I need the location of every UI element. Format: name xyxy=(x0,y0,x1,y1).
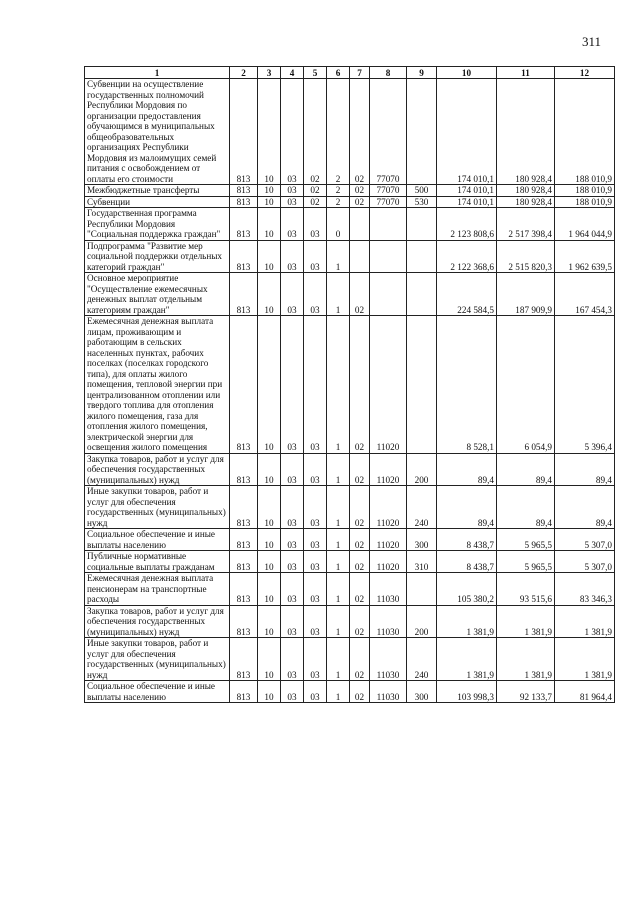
budget-table xyxy=(84,66,615,703)
table-row xyxy=(85,605,615,638)
program-code: 03 xyxy=(304,573,327,606)
column-header: 3 xyxy=(258,67,281,79)
subsection-code: 03 xyxy=(281,453,304,486)
amount-year-2: 1 381,9 xyxy=(497,605,555,638)
subprogram-code: 1 xyxy=(327,240,350,273)
expense-type-code: 500 xyxy=(407,185,437,197)
amount-year-1: 174 010,1 xyxy=(437,196,497,208)
section-code: 10 xyxy=(258,551,281,573)
subsection-code: 03 xyxy=(281,638,304,681)
amount-year-3: 1 964 044,9 xyxy=(555,208,615,241)
amount-year-2: 5 965,5 xyxy=(497,551,555,573)
activity-code: 02 xyxy=(350,273,370,316)
activity-code: 02 xyxy=(350,681,370,703)
table-row xyxy=(85,573,615,606)
table-row xyxy=(85,79,615,185)
program-code: 03 xyxy=(304,551,327,573)
expense-type-code: 240 xyxy=(407,486,437,529)
activity-code: 02 xyxy=(350,316,370,454)
subsection-code: 03 xyxy=(281,273,304,316)
section-code: 10 xyxy=(258,185,281,197)
activity-code: 02 xyxy=(350,79,370,185)
amount-year-1: 8 438,7 xyxy=(437,529,497,551)
expense-type-code: 200 xyxy=(407,453,437,486)
section-code: 10 xyxy=(258,605,281,638)
subprogram-code: 2 xyxy=(327,196,350,208)
program-code: 03 xyxy=(304,681,327,703)
direction-code xyxy=(370,240,407,273)
direction-code xyxy=(370,273,407,316)
table-row xyxy=(85,240,615,273)
column-header: 8 xyxy=(370,67,407,79)
amount-year-3: 188 010,9 xyxy=(555,196,615,208)
grbs-code: 813 xyxy=(230,273,258,316)
column-header: 2 xyxy=(230,67,258,79)
subprogram-code: 1 xyxy=(327,551,350,573)
amount-year-1: 8 438,7 xyxy=(437,551,497,573)
grbs-code: 813 xyxy=(230,185,258,197)
grbs-code: 813 xyxy=(230,605,258,638)
subprogram-code: 1 xyxy=(327,573,350,606)
amount-year-3: 81 964,4 xyxy=(555,681,615,703)
row-name: Социальное обеспечение и иные выплаты населению xyxy=(85,529,230,551)
section-code: 10 xyxy=(258,529,281,551)
column-header: 5 xyxy=(304,67,327,79)
amount-year-3: 1 962 639,5 xyxy=(555,240,615,273)
program-code: 03 xyxy=(304,316,327,454)
subprogram-code: 2 xyxy=(327,185,350,197)
grbs-code: 813 xyxy=(230,240,258,273)
page-number: 311 xyxy=(582,34,602,49)
program-code: 03 xyxy=(304,273,327,316)
amount-year-3: 83 346,3 xyxy=(555,573,615,606)
amount-year-2: 92 133,7 xyxy=(497,681,555,703)
program-code: 03 xyxy=(304,638,327,681)
column-header: 1 xyxy=(85,67,230,79)
program-code: 03 xyxy=(304,529,327,551)
expense-type-code: 200 xyxy=(407,605,437,638)
amount-year-1: 103 998,3 xyxy=(437,681,497,703)
subprogram-code: 1 xyxy=(327,681,350,703)
row-name: Ежемесячная денежная выплата лицам, проживающим и работающим в сельских населенных пунктах, рабочих поселках (поселках городского типа), для оплаты жилого помещения, тепловой энергии при централизованном отоплении или твердого топлива для отопления жилого помещения, газа для отопления жилого помещения, электрической энергии для освещения жилого помещения xyxy=(85,316,230,454)
table-row xyxy=(85,681,615,703)
subprogram-code: 1 xyxy=(327,453,350,486)
section-code: 10 xyxy=(258,273,281,316)
table-row xyxy=(85,529,615,551)
row-name: Межбюджетные трансферты xyxy=(85,185,230,197)
table-row xyxy=(85,196,615,208)
amount-year-2: 180 928,4 xyxy=(497,196,555,208)
amount-year-2: 93 515,6 xyxy=(497,573,555,606)
subsection-code: 03 xyxy=(281,185,304,197)
row-name: Публичные нормативные социальные выплаты гражданам xyxy=(85,551,230,573)
expense-type-code: 530 xyxy=(407,196,437,208)
grbs-code: 813 xyxy=(230,486,258,529)
subsection-code: 03 xyxy=(281,79,304,185)
amount-year-3: 5 307,0 xyxy=(555,551,615,573)
row-name: Субвенции xyxy=(85,196,230,208)
subprogram-code: 1 xyxy=(327,638,350,681)
row-name: Субвенции на осуществление государственных полномочий Республики Мордовия по организации предоставления обучающимся в муниципальных общеобразовательных организациях Республики Мордовия из малоимущих семей питания с освобождением от оплаты его стоимости xyxy=(85,79,230,185)
direction-code: 11030 xyxy=(370,681,407,703)
program-code: 03 xyxy=(304,453,327,486)
amount-year-2: 89,4 xyxy=(497,453,555,486)
direction-code xyxy=(370,208,407,241)
program-code: 02 xyxy=(304,185,327,197)
column-header: 6 xyxy=(327,67,350,79)
column-header: 10 xyxy=(437,67,497,79)
amount-year-3: 188 010,9 xyxy=(555,79,615,185)
grbs-code: 813 xyxy=(230,316,258,454)
subsection-code: 03 xyxy=(281,208,304,241)
subsection-code: 03 xyxy=(281,573,304,606)
program-code: 03 xyxy=(304,486,327,529)
expense-type-code xyxy=(407,240,437,273)
amount-year-2: 180 928,4 xyxy=(497,79,555,185)
amount-year-3: 167 454,3 xyxy=(555,273,615,316)
expense-type-code: 240 xyxy=(407,638,437,681)
program-code: 02 xyxy=(304,196,327,208)
activity-code: 02 xyxy=(350,529,370,551)
row-name: Социальное обеспечение и иные выплаты населению xyxy=(85,681,230,703)
expense-type-code: 310 xyxy=(407,551,437,573)
grbs-code: 813 xyxy=(230,529,258,551)
amount-year-2: 6 054,9 xyxy=(497,316,555,454)
activity-code: 02 xyxy=(350,573,370,606)
subprogram-code: 1 xyxy=(327,486,350,529)
subsection-code: 03 xyxy=(281,486,304,529)
activity-code: 02 xyxy=(350,185,370,197)
activity-code xyxy=(350,208,370,241)
row-name: Иные закупки товаров, работ и услуг для обеспечения государственных (муниципальных) нужд xyxy=(85,638,230,681)
program-code: 03 xyxy=(304,208,327,241)
amount-year-2: 2 517 398,4 xyxy=(497,208,555,241)
table-row xyxy=(85,486,615,529)
section-code: 10 xyxy=(258,573,281,606)
activity-code: 02 xyxy=(350,196,370,208)
row-name: Подпрограмма "Развитие мер социальной поддержки отдельных категорий граждан" xyxy=(85,240,230,273)
activity-code xyxy=(350,240,370,273)
table-row xyxy=(85,273,615,316)
activity-code: 02 xyxy=(350,638,370,681)
column-header: 11 xyxy=(497,67,555,79)
amount-year-1: 224 584,5 xyxy=(437,273,497,316)
table-row xyxy=(85,551,615,573)
section-code: 10 xyxy=(258,681,281,703)
column-header: 4 xyxy=(281,67,304,79)
expense-type-code xyxy=(407,208,437,241)
direction-code: 77070 xyxy=(370,79,407,185)
amount-year-1: 89,4 xyxy=(437,453,497,486)
subsection-code: 03 xyxy=(281,605,304,638)
table-row xyxy=(85,208,615,241)
section-code: 10 xyxy=(258,240,281,273)
subsection-code: 03 xyxy=(281,316,304,454)
row-name: Закупка товаров, работ и услуг для обеспечения государственных (муниципальных) нужд xyxy=(85,453,230,486)
grbs-code: 813 xyxy=(230,638,258,681)
direction-code: 11020 xyxy=(370,529,407,551)
grbs-code: 813 xyxy=(230,208,258,241)
subprogram-code: 1 xyxy=(327,316,350,454)
grbs-code: 813 xyxy=(230,551,258,573)
expense-type-code xyxy=(407,273,437,316)
amount-year-3: 89,4 xyxy=(555,486,615,529)
row-name: Закупка товаров, работ и услуг для обеспечения государственных (муниципальных) нужд xyxy=(85,605,230,638)
section-code: 10 xyxy=(258,486,281,529)
expense-type-code xyxy=(407,573,437,606)
grbs-code: 813 xyxy=(230,196,258,208)
subprogram-code: 1 xyxy=(327,273,350,316)
amount-year-1: 174 010,1 xyxy=(437,79,497,185)
amount-year-3: 5 307,0 xyxy=(555,529,615,551)
amount-year-1: 1 381,9 xyxy=(437,605,497,638)
amount-year-1: 2 123 808,6 xyxy=(437,208,497,241)
amount-year-2: 89,4 xyxy=(497,486,555,529)
subsection-code: 03 xyxy=(281,240,304,273)
amount-year-3: 1 381,9 xyxy=(555,638,615,681)
direction-code: 11020 xyxy=(370,316,407,454)
subprogram-code: 2 xyxy=(327,79,350,185)
program-code: 03 xyxy=(304,240,327,273)
amount-year-2: 187 909,9 xyxy=(497,273,555,316)
section-code: 10 xyxy=(258,316,281,454)
table-row xyxy=(85,316,615,454)
amount-year-3: 5 396,4 xyxy=(555,316,615,454)
column-header: 9 xyxy=(407,67,437,79)
subsection-code: 03 xyxy=(281,196,304,208)
table-row xyxy=(85,185,615,197)
subprogram-code: 0 xyxy=(327,208,350,241)
direction-code: 77070 xyxy=(370,185,407,197)
expense-type-code xyxy=(407,316,437,454)
activity-code: 02 xyxy=(350,486,370,529)
amount-year-3: 89,4 xyxy=(555,453,615,486)
program-code: 03 xyxy=(304,605,327,638)
table-row xyxy=(85,638,615,681)
direction-code: 77070 xyxy=(370,196,407,208)
direction-code: 11030 xyxy=(370,573,407,606)
table-row xyxy=(85,453,615,486)
amount-year-1: 2 122 368,6 xyxy=(437,240,497,273)
expense-type-code xyxy=(407,79,437,185)
column-header: 7 xyxy=(350,67,370,79)
grbs-code: 813 xyxy=(230,681,258,703)
amount-year-3: 188 010,9 xyxy=(555,185,615,197)
amount-year-2: 2 515 820,3 xyxy=(497,240,555,273)
subsection-code: 03 xyxy=(281,529,304,551)
direction-code: 11020 xyxy=(370,551,407,573)
direction-code: 11020 xyxy=(370,486,407,529)
row-name: Основное мероприятие "Осуществление ежемесячных денежных выплат отдельным категориям граждан" xyxy=(85,273,230,316)
row-name: Ежемесячная денежная выплата пенсионерам на транспортные расходы xyxy=(85,573,230,606)
column-header: 12 xyxy=(555,67,615,79)
activity-code: 02 xyxy=(350,551,370,573)
row-name: Государственная программа Республики Мордовия "Социальная поддержка граждан" xyxy=(85,208,230,241)
amount-year-1: 1 381,9 xyxy=(437,638,497,681)
subsection-code: 03 xyxy=(281,681,304,703)
amount-year-1: 174 010,1 xyxy=(437,185,497,197)
section-code: 10 xyxy=(258,79,281,185)
subsection-code: 03 xyxy=(281,551,304,573)
subprogram-code: 1 xyxy=(327,529,350,551)
amount-year-2: 180 928,4 xyxy=(497,185,555,197)
amount-year-1: 89,4 xyxy=(437,486,497,529)
grbs-code: 813 xyxy=(230,573,258,606)
amount-year-1: 105 380,2 xyxy=(437,573,497,606)
amount-year-3: 1 381,9 xyxy=(555,605,615,638)
amount-year-2: 5 965,5 xyxy=(497,529,555,551)
section-code: 10 xyxy=(258,453,281,486)
direction-code: 11030 xyxy=(370,638,407,681)
section-code: 10 xyxy=(258,196,281,208)
expense-type-code: 300 xyxy=(407,681,437,703)
section-code: 10 xyxy=(258,208,281,241)
table-header-row xyxy=(85,67,615,79)
direction-code: 11030 xyxy=(370,605,407,638)
subprogram-code: 1 xyxy=(327,605,350,638)
direction-code: 11020 xyxy=(370,453,407,486)
section-code: 10 xyxy=(258,638,281,681)
grbs-code: 813 xyxy=(230,79,258,185)
program-code: 02 xyxy=(304,79,327,185)
grbs-code: 813 xyxy=(230,453,258,486)
amount-year-2: 1 381,9 xyxy=(497,638,555,681)
amount-year-1: 8 528,1 xyxy=(437,316,497,454)
expense-type-code: 300 xyxy=(407,529,437,551)
row-name: Иные закупки товаров, работ и услуг для обеспечения государственных (муниципальных) нужд xyxy=(85,486,230,529)
activity-code: 02 xyxy=(350,605,370,638)
activity-code: 02 xyxy=(350,453,370,486)
